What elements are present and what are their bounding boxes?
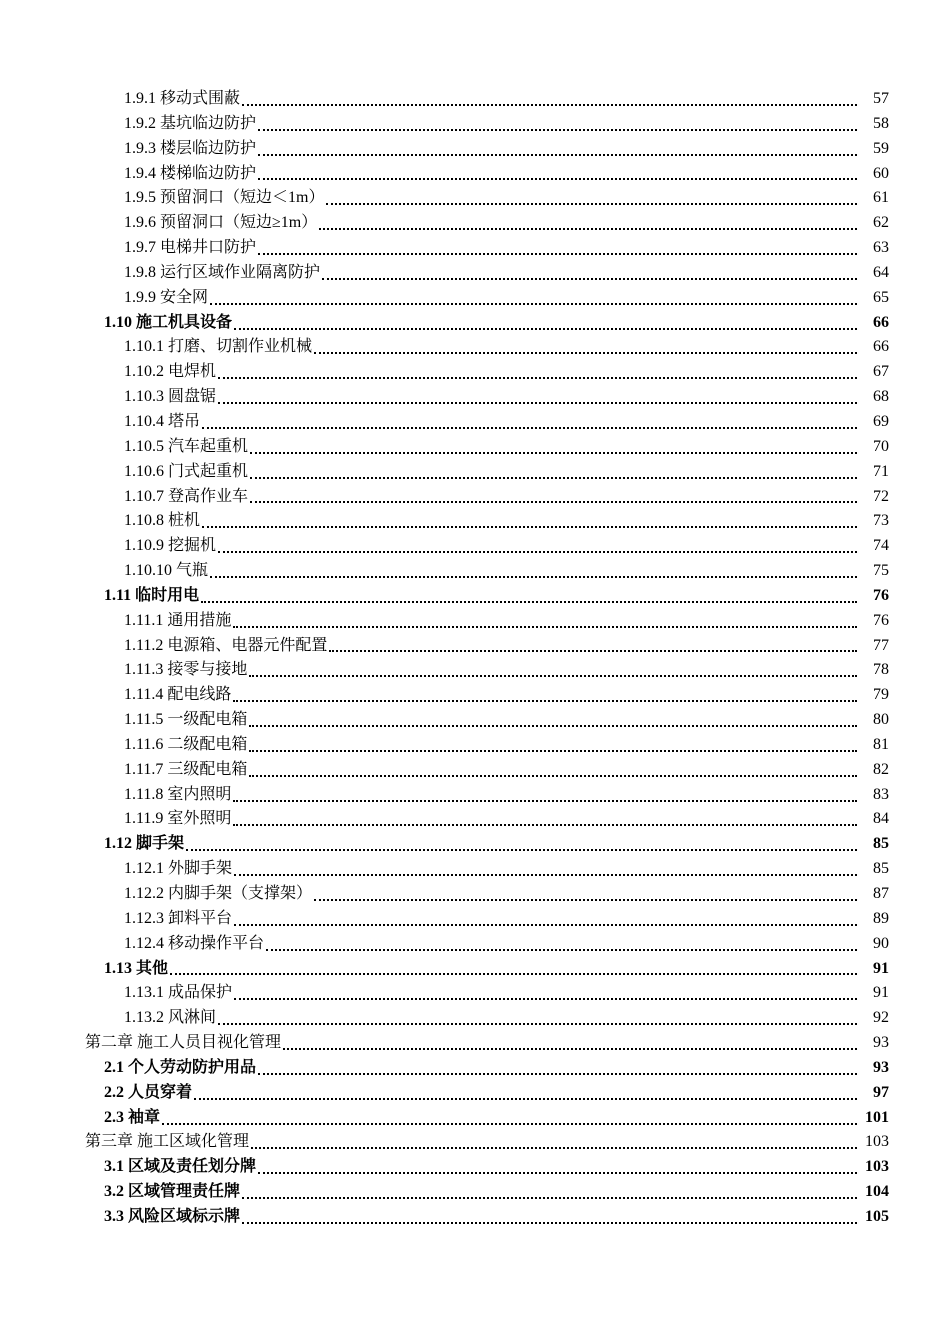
toc-entry-label: 1.9.4 楼梯临边防护 bbox=[124, 164, 257, 182]
toc-entry-label: 1.11.7 三级配电箱 bbox=[124, 760, 248, 778]
toc-entry[interactable] bbox=[0, 609, 950, 634]
toc-entry[interactable] bbox=[0, 708, 950, 733]
toc-entry-page-number: 93 bbox=[873, 1058, 889, 1076]
toc-entry-page-number: 67 bbox=[873, 363, 889, 381]
toc-dot-leader bbox=[201, 600, 857, 603]
toc-entry[interactable] bbox=[0, 360, 950, 385]
toc-dot-leader bbox=[233, 823, 857, 826]
toc-dot-leader bbox=[210, 302, 857, 305]
toc-entry[interactable] bbox=[0, 957, 950, 982]
toc-entry-page-number: 66 bbox=[873, 313, 889, 331]
toc-entry-label: 1.10.2 电焊机 bbox=[124, 363, 217, 381]
toc-entry-label: 1.12.1 外脚手架 bbox=[124, 860, 233, 878]
toc-dot-leader bbox=[249, 749, 857, 752]
toc-dot-leader bbox=[326, 202, 857, 205]
toc-entry-label: 1.9.2 基坑临边防护 bbox=[124, 114, 257, 132]
toc-entry[interactable] bbox=[0, 236, 950, 261]
toc-entry-page-number: 61 bbox=[873, 189, 889, 207]
toc-entry-label: 1.9.3 楼层临边防护 bbox=[124, 139, 257, 157]
toc-dot-leader bbox=[314, 898, 857, 901]
toc-entry-label: 2.1 个人劳动防护用品 bbox=[104, 1058, 257, 1076]
toc-dot-leader bbox=[218, 550, 857, 553]
toc-entry-page-number: 87 bbox=[873, 885, 889, 902]
toc-entry[interactable] bbox=[0, 584, 950, 609]
toc-entry-label: 1.11.5 一级配电箱 bbox=[124, 711, 248, 729]
toc-entry-page-number: 104 bbox=[865, 1183, 889, 1201]
toc-entry-label: 2.3 袖章 bbox=[104, 1108, 161, 1126]
toc-dot-leader bbox=[242, 1221, 857, 1224]
toc-entry-label: 2.2 人员穿着 bbox=[104, 1083, 193, 1101]
toc-entry-page-number: 85 bbox=[873, 835, 889, 853]
toc-dot-leader bbox=[266, 948, 857, 951]
toc-entry-page-number: 103 bbox=[865, 1158, 889, 1176]
toc-entry-page-number: 81 bbox=[873, 735, 889, 753]
toc-entry-page-number: 77 bbox=[873, 636, 889, 654]
toc-entry[interactable] bbox=[0, 435, 950, 460]
toc-entry[interactable] bbox=[0, 534, 950, 559]
toc-entry-label: 1.11.4 配电线路 bbox=[124, 686, 232, 704]
toc-entry[interactable] bbox=[0, 1056, 950, 1081]
toc-entry[interactable] bbox=[0, 112, 950, 137]
toc-dot-leader bbox=[218, 401, 857, 404]
toc-entry-page-number: 70 bbox=[873, 437, 889, 455]
toc-dot-leader bbox=[258, 1072, 857, 1075]
toc-entry[interactable] bbox=[0, 137, 950, 162]
toc-dot-leader bbox=[234, 923, 857, 926]
toc-entry-page-number: 65 bbox=[873, 288, 889, 306]
toc-entry[interactable] bbox=[0, 87, 950, 112]
toc-entry-page-number: 80 bbox=[873, 711, 889, 729]
toc-entry-label: 3.3 风险区域标示牌 bbox=[104, 1207, 241, 1225]
toc-entry[interactable] bbox=[0, 683, 950, 708]
toc-entry-page-number: 105 bbox=[865, 1207, 889, 1225]
toc-dot-leader bbox=[233, 699, 857, 702]
toc-entry-label: 1.10.7 登高作业车 bbox=[124, 487, 249, 505]
toc-entry[interactable] bbox=[0, 311, 950, 336]
toc-entry-page-number: 92 bbox=[873, 1009, 889, 1027]
toc-dot-leader bbox=[234, 873, 857, 876]
toc-entry-page-number: 64 bbox=[873, 263, 889, 281]
toc-entry-label: 1.11.1 通用措施 bbox=[124, 611, 232, 629]
toc-entry-label: 1.10.1 打磨、切割作业机械 bbox=[124, 338, 313, 356]
toc-entry-page-number: 78 bbox=[873, 661, 889, 679]
toc-dot-leader bbox=[329, 649, 857, 652]
toc-entry-page-number: 75 bbox=[873, 562, 889, 580]
toc-dot-leader bbox=[249, 674, 857, 677]
toc-dot-leader bbox=[218, 376, 857, 379]
toc-entry-page-number: 83 bbox=[873, 785, 889, 803]
toc-dot-leader bbox=[194, 1097, 857, 1100]
toc-entry-label: 1.10.4 塔吊 bbox=[124, 412, 201, 430]
toc-entry[interactable] bbox=[0, 485, 950, 510]
toc-entry-label: 1.11.3 接零与接地 bbox=[124, 661, 248, 679]
toc-dot-leader bbox=[283, 1047, 857, 1050]
toc-entry-label: 1.10.5 汽车起重机 bbox=[124, 437, 249, 455]
toc-entry-page-number: 82 bbox=[873, 760, 889, 778]
toc-dot-leader bbox=[258, 1171, 857, 1174]
toc-entry-page-number: 71 bbox=[873, 462, 889, 480]
toc-entry-label: 1.9.7 电梯井口防护 bbox=[124, 239, 257, 257]
toc-entry-page-number: 73 bbox=[873, 512, 889, 530]
toc-entry-label: 1.11.6 二级配电箱 bbox=[124, 735, 248, 753]
toc-entry-label: 1.12 脚手架 bbox=[104, 835, 185, 853]
toc-dot-leader bbox=[162, 1122, 857, 1125]
toc-entry-page-number: 62 bbox=[873, 214, 889, 232]
toc-entry-label: 1.12.3 卸料平台 bbox=[124, 909, 233, 927]
toc-entry[interactable] bbox=[0, 559, 950, 584]
toc-entry-label: 1.9.1 移动式围蔽 bbox=[124, 90, 241, 107]
toc-entry-page-number: 84 bbox=[873, 810, 889, 828]
toc-entry[interactable] bbox=[0, 509, 950, 534]
toc-dot-leader bbox=[258, 177, 857, 180]
toc-entry-page-number: 60 bbox=[873, 164, 889, 182]
toc-entry-page-number: 72 bbox=[873, 487, 889, 505]
toc-entry[interactable] bbox=[0, 410, 950, 435]
toc-dot-leader bbox=[251, 1146, 857, 1149]
toc-entry-label: 1.10.6 门式起重机 bbox=[124, 462, 249, 480]
toc-entry[interactable] bbox=[0, 981, 950, 1006]
toc-entry-page-number: 68 bbox=[873, 388, 889, 406]
toc-entry-label: 1.10.9 挖掘机 bbox=[124, 537, 217, 555]
toc-entry[interactable] bbox=[0, 907, 950, 932]
toc-dot-leader bbox=[234, 997, 857, 1000]
toc-entry[interactable] bbox=[0, 882, 950, 907]
toc-entry-page-number: 66 bbox=[873, 338, 889, 356]
toc-entry-label: 1.12.2 内脚手架（支撑架） bbox=[124, 885, 313, 902]
toc-entry-label: 3.2 区域管理责任牌 bbox=[104, 1183, 241, 1201]
toc-entry-label: 第二章 施工人员目视化管理 bbox=[85, 1034, 282, 1052]
toc-entry[interactable] bbox=[0, 186, 950, 211]
toc-dot-leader bbox=[233, 625, 857, 628]
toc-dot-leader bbox=[258, 153, 857, 156]
toc-entry-page-number: 59 bbox=[873, 139, 889, 157]
toc-dot-leader bbox=[250, 451, 857, 454]
toc-dot-leader bbox=[322, 277, 857, 280]
toc-entry[interactable] bbox=[0, 658, 950, 683]
toc-dot-leader bbox=[242, 1196, 857, 1199]
toc-entry[interactable] bbox=[0, 832, 950, 857]
toc-entry-label: 1.10.10 气瓶 bbox=[124, 562, 209, 580]
toc-entry-page-number: 79 bbox=[873, 686, 889, 704]
toc-entry-page-number: 57 bbox=[873, 90, 889, 107]
toc-dot-leader bbox=[202, 525, 857, 528]
toc-entry[interactable] bbox=[0, 1180, 950, 1205]
toc-dot-leader bbox=[319, 227, 857, 230]
toc-entry-page-number: 103 bbox=[865, 1133, 889, 1151]
toc-entry-label: 1.10.8 桩机 bbox=[124, 512, 201, 530]
toc-entry[interactable] bbox=[0, 932, 950, 957]
toc-dot-leader bbox=[202, 426, 857, 429]
toc-dot-leader bbox=[170, 972, 857, 975]
toc-entry-label: 1.11 临时用电 bbox=[104, 586, 200, 604]
toc-entry-page-number: 69 bbox=[873, 412, 889, 430]
toc-entry-label: 3.1 区域及责任划分牌 bbox=[104, 1158, 257, 1176]
toc-entry-page-number: 76 bbox=[873, 586, 889, 604]
toc-entry[interactable] bbox=[0, 1130, 950, 1155]
toc-entry[interactable] bbox=[0, 1031, 950, 1056]
toc-dot-leader bbox=[186, 848, 857, 851]
toc-entry-page-number: 91 bbox=[873, 984, 889, 1002]
toc-entry-label: 1.10 施工机具设备 bbox=[104, 313, 233, 331]
toc-entry-label: 1.9.8 运行区域作业隔离防护 bbox=[124, 263, 321, 281]
toc-dot-leader bbox=[258, 252, 857, 255]
toc-entry[interactable] bbox=[0, 783, 950, 808]
toc-entry[interactable] bbox=[0, 261, 950, 286]
toc-entry[interactable] bbox=[0, 335, 950, 360]
toc-entry[interactable] bbox=[0, 634, 950, 659]
toc-entry[interactable] bbox=[0, 211, 950, 236]
toc-entry-label: 1.13.1 成品保护 bbox=[124, 984, 233, 1002]
toc-entry[interactable] bbox=[0, 1081, 950, 1106]
toc-entry-label: 1.11.8 室内照明 bbox=[124, 785, 232, 803]
toc-dot-leader bbox=[250, 500, 857, 503]
toc-dot-leader bbox=[210, 575, 857, 578]
toc-entry-page-number: 91 bbox=[873, 959, 889, 977]
toc-entry-label: 1.9.5 预留洞口（短边＜1m） bbox=[124, 189, 325, 207]
toc-entry-page-number: 93 bbox=[873, 1034, 889, 1052]
toc-dot-leader bbox=[258, 128, 857, 131]
toc-entry-page-number: 90 bbox=[873, 934, 889, 952]
toc-entry-page-number: 89 bbox=[873, 909, 889, 927]
toc-entry[interactable] bbox=[0, 460, 950, 485]
toc-entry-page-number: 58 bbox=[873, 114, 889, 132]
toc-entry[interactable] bbox=[0, 1106, 950, 1131]
toc-entry[interactable] bbox=[0, 857, 950, 882]
toc-dot-leader bbox=[234, 327, 857, 330]
toc-entry[interactable] bbox=[0, 286, 950, 311]
toc-entry[interactable] bbox=[0, 807, 950, 832]
toc-entry-label: 1.13 其他 bbox=[104, 959, 169, 977]
toc-entry-label: 1.11.9 室外照明 bbox=[124, 810, 232, 828]
toc-dot-leader bbox=[249, 774, 857, 777]
toc-entry-page-number: 74 bbox=[873, 537, 889, 555]
toc-dot-leader bbox=[218, 1022, 857, 1025]
toc-entry[interactable] bbox=[0, 1205, 950, 1230]
toc-dot-leader bbox=[250, 476, 857, 479]
toc-dot-leader bbox=[233, 799, 857, 802]
toc-entry-label: 1.11.2 电源箱、电器元件配置 bbox=[124, 636, 328, 654]
toc-entry-label: 1.9.9 安全网 bbox=[124, 288, 209, 306]
toc-entry-label: 1.13.2 风淋间 bbox=[124, 1009, 217, 1027]
toc-entry[interactable] bbox=[0, 1006, 950, 1031]
toc-entry-label: 1.9.6 预留洞口（短边≥1m） bbox=[124, 214, 318, 232]
toc-entry[interactable] bbox=[0, 1155, 950, 1180]
toc-entry[interactable] bbox=[0, 733, 950, 758]
toc-entry-label: 第三章 施工区域化管理 bbox=[85, 1133, 250, 1151]
toc-dot-leader bbox=[249, 724, 857, 727]
toc-entry-label: 1.12.4 移动操作平台 bbox=[124, 934, 265, 952]
toc-entry-label: 1.10.3 圆盘锯 bbox=[124, 388, 217, 406]
toc-entry-page-number: 101 bbox=[865, 1108, 889, 1126]
toc-entry-page-number: 97 bbox=[873, 1083, 889, 1101]
toc-entry-page-number: 85 bbox=[873, 860, 889, 878]
toc-entry-page-number: 63 bbox=[873, 239, 889, 257]
toc-dot-leader bbox=[242, 103, 857, 106]
toc-entry[interactable] bbox=[0, 758, 950, 783]
toc-entry-page-number: 76 bbox=[873, 611, 889, 629]
toc-dot-leader bbox=[314, 351, 857, 354]
table-of-contents bbox=[0, 87, 950, 1230]
toc-entry[interactable] bbox=[0, 162, 950, 187]
toc-entry[interactable] bbox=[0, 385, 950, 410]
